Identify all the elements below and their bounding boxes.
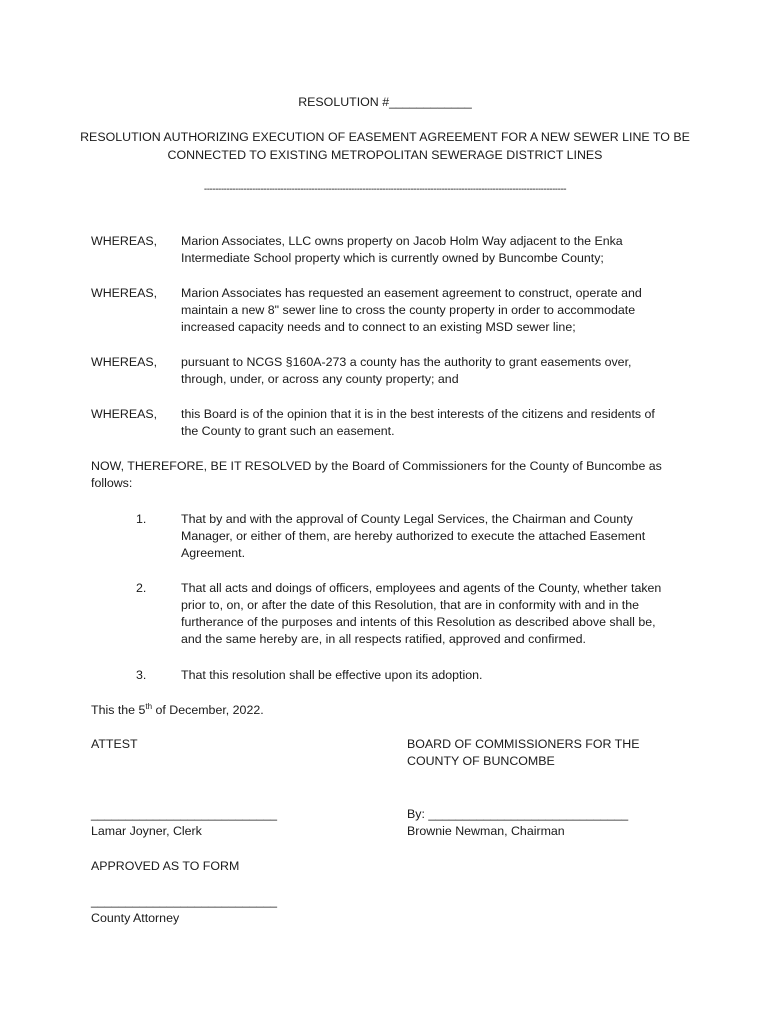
- clerk-signature-line: ___________________________: [91, 807, 278, 821]
- resolved-text: NOW, THEREFORE, BE IT RESOLVED by the Board of Commissioners for the County of Buncombe as: [91, 459, 662, 473]
- whereas-text: Marion Associates, LLC owns property on Jacob Holm Way adjacent to the Enka: [181, 234, 623, 248]
- board-line-2: COUNTY OF BUNCOMBE: [407, 754, 555, 768]
- item-text: prior to, on, or after the date of this Resolution, that are in conformity with and in the: [181, 598, 640, 612]
- title-line-1: RESOLUTION AUTHORIZING EXECUTION OF EASEMENT AGREEMENT FOR A NEW SEWER LINE TO BE: [80, 130, 690, 144]
- item-text: That by and with the approval of County Legal Services, the Chairman and County: [181, 512, 633, 526]
- whereas-label: WHEREAS,: [91, 407, 158, 421]
- whereas-text: pursuant to NCGS §160A-273 a county has the authority to grant easements over,: [181, 355, 632, 369]
- whereas-text: increased capacity needs and to connect to an existing MSD sewer line;: [181, 320, 576, 334]
- item-text: and the same hereby are, in all respects ratified, approved and confirmed.: [181, 632, 586, 646]
- whereas-text: Marion Associates has requested an easement agreement to construct, operate and: [181, 286, 642, 300]
- resolution-number: RESOLUTION #____________: [298, 95, 472, 109]
- whereas-text: through, under, or across any county property; and: [181, 372, 459, 386]
- divider: --------------------------------------------------------------------------------------------------------------------------------: [203, 184, 567, 195]
- attorney-name: County Attorney: [91, 911, 180, 925]
- whereas-label: WHEREAS,: [91, 286, 158, 300]
- whereas-text: the County to grant such an easement.: [181, 424, 395, 438]
- item-number: 3.: [136, 668, 147, 682]
- date-ordinal: th: [145, 701, 153, 711]
- resolved-text: follows:: [91, 476, 133, 490]
- date-prefix: This the 5: [91, 703, 146, 717]
- item-text: furtherance of the purposes and intents of this Resolution as described above shall be,: [181, 615, 656, 629]
- clerk-name: Lamar Joyner, Clerk: [91, 824, 202, 838]
- item-text: That this resolution shall be effective upon its adoption.: [181, 668, 483, 682]
- item-number: 2.: [136, 581, 147, 595]
- item-text: Manager, or either of them, are hereby authorized to execute the attached Easement: [181, 529, 646, 543]
- date-line: [91, 702, 264, 719]
- approved-as-to-form: APPROVED AS TO FORM: [91, 859, 240, 873]
- attest-label: ATTEST: [91, 737, 138, 751]
- chair-signature-line: By: _____________________________: [407, 807, 629, 821]
- chair-name: Brownie Newman, Chairman: [407, 824, 565, 838]
- whereas-label: WHEREAS,: [91, 234, 158, 248]
- attorney-signature-line: ___________________________: [91, 894, 278, 908]
- whereas-text: maintain a new 8" sewer line to cross the county property in order to accommodate: [181, 303, 636, 317]
- whereas-text: Intermediate School property which is currently owned by Buncombe County;: [181, 251, 604, 265]
- whereas-label: WHEREAS,: [91, 355, 158, 369]
- whereas-text: this Board is of the opinion that it is in the best interests of the citizens and residents of: [181, 407, 655, 421]
- item-text: Agreement.: [181, 546, 246, 560]
- date-suffix: of December, 2022.: [152, 703, 264, 717]
- item-number: 1.: [136, 512, 147, 526]
- title-line-2: CONNECTED TO EXISTING METROPOLITAN SEWERAGE DISTRICT LINES: [167, 148, 603, 162]
- item-text: That all acts and doings of officers, employees and agents of the County, whether taken: [181, 581, 662, 595]
- board-line-1: BOARD OF COMMISSIONERS FOR THE: [407, 737, 640, 751]
